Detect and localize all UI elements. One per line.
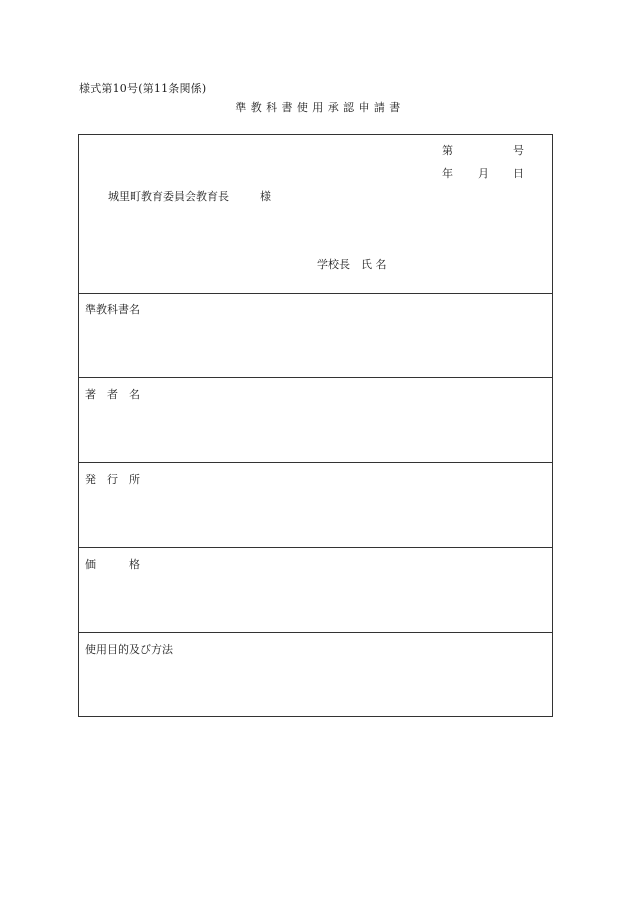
- field-value-textbook-name[interactable]: [85, 321, 546, 371]
- field-row-purpose-method: [79, 633, 552, 718]
- field-row-price: [79, 548, 552, 633]
- addressee: 城里町教育委員会教育長: [108, 190, 229, 203]
- document-number-dai: 第: [442, 144, 453, 157]
- applicant-label: 学校長 氏 名: [317, 258, 387, 271]
- field-label-purpose-method: 使用目的及び方法: [85, 643, 173, 656]
- field-row-publisher: [79, 463, 552, 548]
- application-form-table: [78, 134, 553, 717]
- form-title: 準教科書使用承認申請書: [235, 101, 405, 114]
- field-row-textbook-name: [79, 293, 552, 378]
- field-value-price[interactable]: [85, 576, 546, 626]
- addressee-honorific: 様: [260, 190, 271, 203]
- header-block: [79, 135, 552, 294]
- date-year: 年: [442, 167, 453, 180]
- field-value-publisher[interactable]: [85, 491, 546, 541]
- date-day: 日: [513, 167, 524, 180]
- field-label-publisher: 発 行 所: [85, 473, 140, 486]
- field-label-textbook-name: 準教科書名: [85, 303, 140, 316]
- field-label-price: 価 格: [85, 558, 140, 571]
- date-month: 月: [478, 167, 489, 180]
- field-label-author: 著 者 名: [85, 388, 140, 401]
- document-number-go: 号: [513, 144, 524, 157]
- form-number: 様式第10号(第11条関係): [79, 82, 207, 95]
- field-row-author: [79, 378, 552, 463]
- field-value-purpose-method[interactable]: [85, 661, 546, 712]
- field-value-author[interactable]: [85, 406, 546, 456]
